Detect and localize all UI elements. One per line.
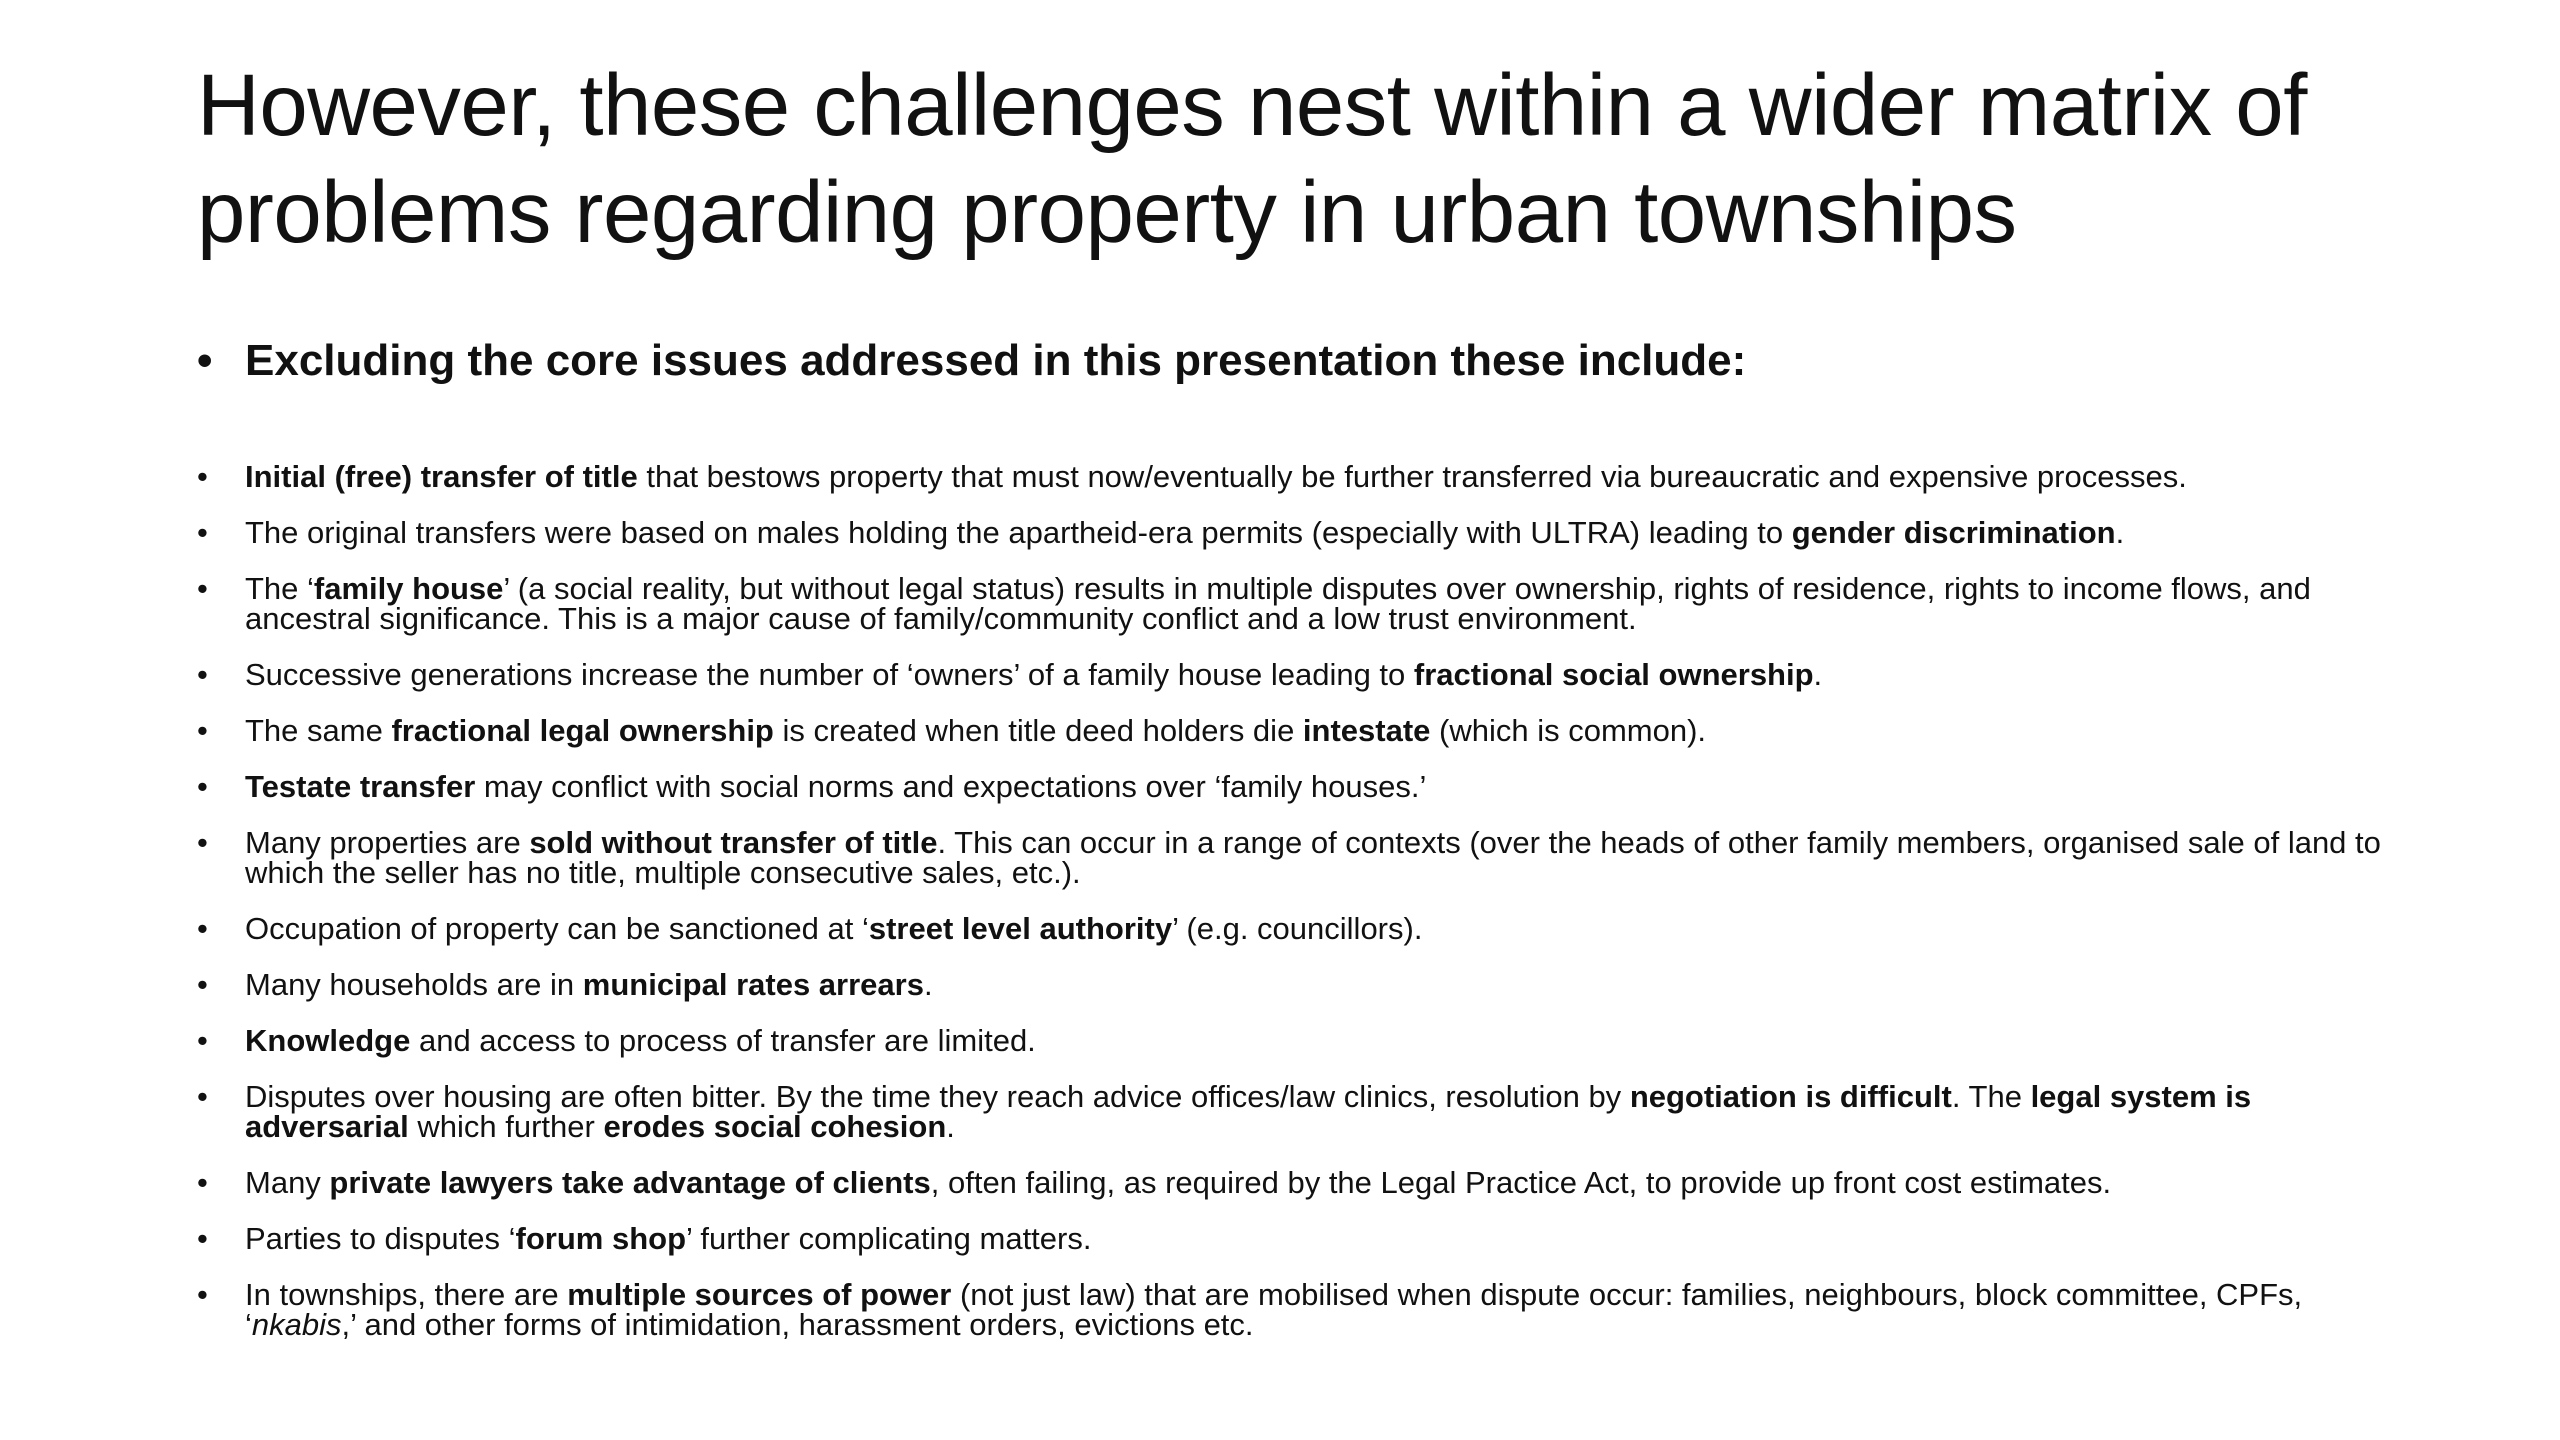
bullet-icon: •: [197, 1079, 208, 1114]
subheading-text: Excluding the core issues addressed in this presentation these include:: [245, 336, 1747, 385]
list-item-text: Parties to disputes ‘forum shop’ further complicating matters.: [245, 1221, 1092, 1256]
bullet-icon: •: [197, 336, 213, 385]
list-item: [197, 1023, 2397, 1058]
list-item-text: The ‘family house’ (a social reality, but without legal status) results in multiple disputes over ownership, rights of residence, rights to income flows, and ancestral significance. This is a major cause of family/community conflict and a low trust environment.: [245, 571, 2311, 636]
bullet-icon: •: [197, 967, 208, 1002]
issue-list: [197, 459, 2397, 1366]
list-item: [197, 515, 2397, 550]
bullet-icon: •: [197, 1165, 208, 1200]
bullet-icon: •: [197, 1023, 208, 1058]
list-item: [197, 657, 2397, 692]
subheading: [197, 334, 2447, 388]
list-item-text: In townships, there are multiple sources of power (not just law) that are mobilised when dispute occur: families, neighbours, block committee, CPFs, ‘nkabis,’ and other forms of intimidation, harassment orders, evictions etc.: [245, 1277, 2303, 1342]
bullet-icon: •: [197, 459, 208, 494]
list-item: [197, 713, 2397, 748]
slide-title: However, these challenges nest within a wider matrix of problems regarding property in urban townships: [197, 57, 2307, 261]
list-item: [197, 1079, 2397, 1144]
bullet-icon: •: [197, 911, 208, 946]
list-item-text: Many properties are sold without transfer of title. This can occur in a range of contexts (over the heads of other family members, organised sale of land to which the seller has no title, multiple consecutive sales, etc.).: [245, 825, 2381, 890]
list-item-text: Many private lawyers take advantage of clients, often failing, as required by the Legal Practice Act, to provide up front cost estimates.: [245, 1165, 2112, 1200]
list-item-text: Successive generations increase the number of ‘owners’ of a family house leading to fractional social ownership.: [245, 657, 1823, 692]
list-item: [197, 1221, 2397, 1256]
list-item-text: Occupation of property can be sanctioned at ‘street level authority’ (e.g. councillors).: [245, 911, 1423, 946]
list-item: [197, 459, 2397, 494]
list-item: [197, 1277, 2397, 1342]
bullet-icon: •: [197, 769, 208, 804]
bullet-icon: •: [197, 571, 208, 606]
list-item-text: Many households are in municipal rates arrears.: [245, 967, 933, 1002]
list-item: [197, 571, 2397, 636]
bullet-icon: •: [197, 1221, 208, 1256]
list-item-text: Disputes over housing are often bitter. By the time they reach advice offices/law clinics, resolution by negotiation is difficult. The legal system is adversarial which further erodes social cohesion.: [245, 1079, 2252, 1144]
list-item: [197, 769, 2397, 804]
list-item-text: Knowledge and access to process of transfer are limited.: [245, 1023, 1036, 1058]
list-item-text: The same fractional legal ownership is created when title deed holders die intestate (which is common).: [245, 713, 1707, 748]
bullet-icon: •: [197, 515, 208, 550]
list-item-text: The original transfers were based on males holding the apartheid-era permits (especially with ULTRA) leading to gender discrimination.: [245, 515, 2125, 550]
list-item: [197, 967, 2397, 1002]
bullet-icon: •: [197, 713, 208, 748]
bullet-icon: •: [197, 1277, 208, 1312]
list-item: [197, 1165, 2397, 1200]
list-item-text: Testate transfer may conflict with social norms and expectations over ‘family houses.’: [245, 769, 1427, 804]
list-item: [197, 911, 2397, 946]
list-item-text: Initial (free) transfer of title that bestows property that must now/eventually be further transferred via bureaucratic and expensive processes.: [245, 459, 2187, 494]
bullet-icon: •: [197, 657, 208, 692]
bullet-icon: •: [197, 825, 208, 860]
list-item: [197, 825, 2397, 890]
